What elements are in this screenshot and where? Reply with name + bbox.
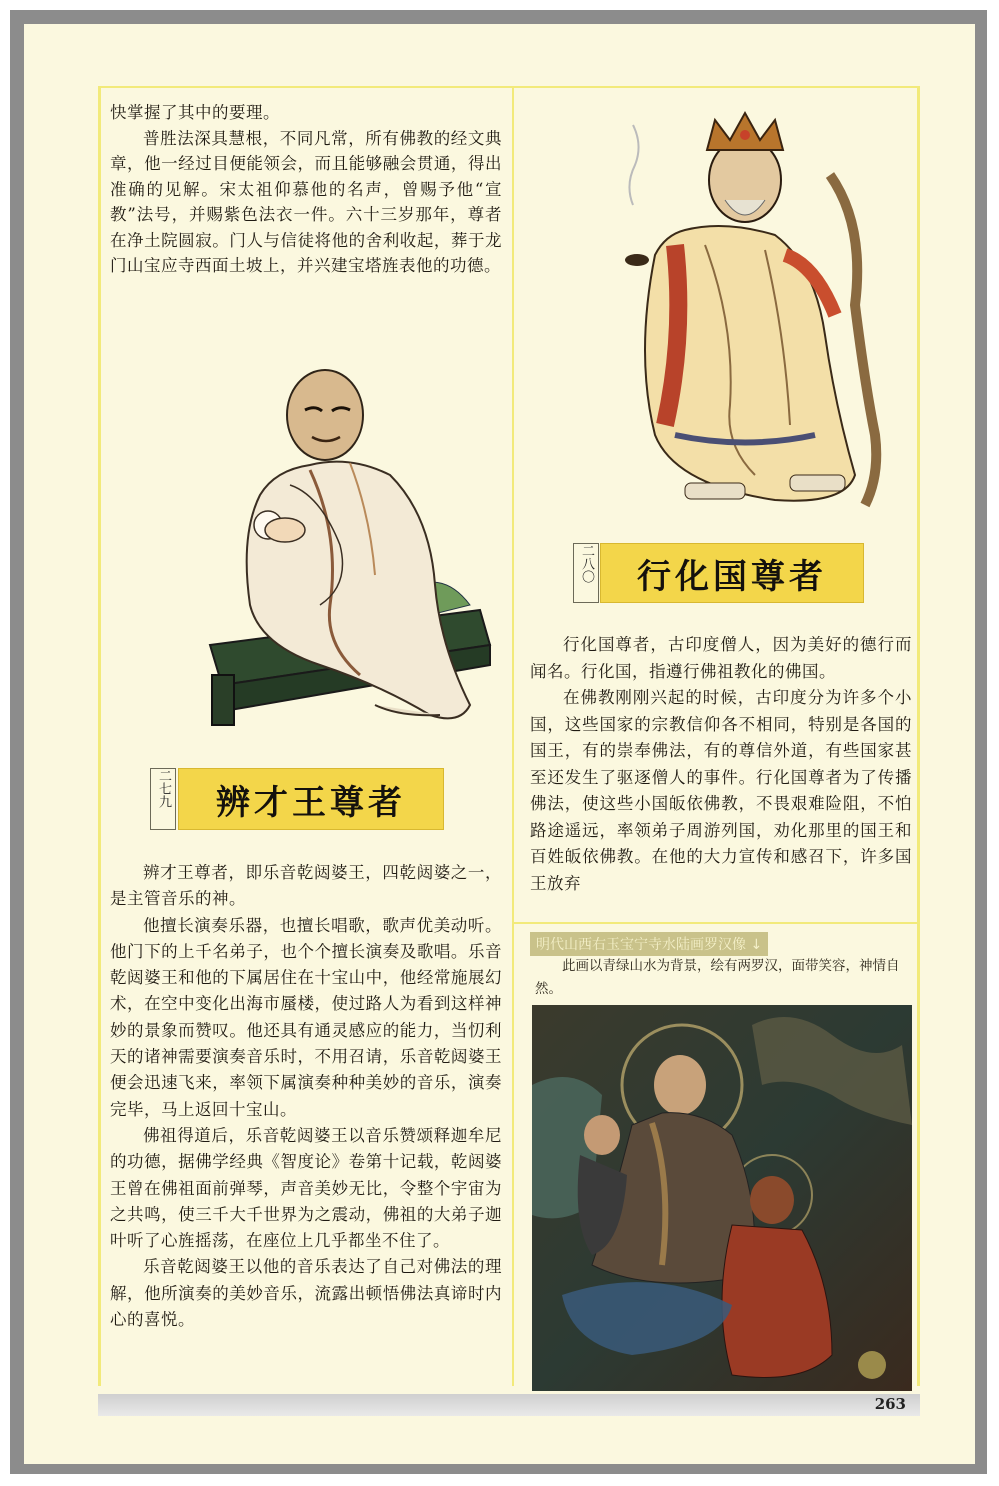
paragraph: 在佛教刚刚兴起的时候，古印度分为许多个小国，这些国家的宗教信仰各不相同，特别是各国的国王，有的崇奉佛法，有的尊信外道，有些国家甚至还发生了驱逐僧人的事件。行化国尊者为了传播佛法，使这些小国皈依佛教，不畏艰难险阻，不怕路途遥远，率领弟子周游列国，劝化那里的国王和百姓皈依佛教。在他的大力宣传和感召下，许多国王放弃 (530, 688, 912, 893)
left-top-text (110, 100, 502, 279)
paragraph: 乐音乾闼婆王以他的音乐表达了自己对佛法的理解，他所演奏的美妙音乐，流露出顿悟佛法真谛时内心的喜悦。 (110, 1257, 502, 1330)
section-number-279: 二七九 (150, 768, 176, 830)
top-rule (98, 86, 920, 88)
arhat-illustration-crowned-elder (615, 105, 905, 515)
column-rule-middle (512, 86, 514, 1386)
caption-rule (514, 922, 918, 924)
column-rule-left (98, 86, 101, 1386)
paragraph: 辨才王尊者，即乐音乾闼婆王，四乾闼婆之一，是主管音乐的神。 (110, 863, 502, 909)
paragraph: 他擅长演奏乐器，也擅长唱歌，歌声优美动听。他门下的上千名弟子，也个个擅长演奏及歌唱。乐音乾闼婆王和他的下属居住在十宝山中，他经常施展幻术，在空中变化出海市蜃楼，使过路人为看到这样神妙的景象而赞叹。他还具有通灵感应的能力，当忉利天的诸神需要演奏音乐时，不用召请，乐音乾闼婆王便会迅速飞来，率领下属演奏种种美妙的音乐，演奏完毕，马上返回十宝山。 (110, 915, 502, 1119)
paragraph: 普胜法深具慧根，不同凡常，所有佛教的经文典章，他一经过目便能领会，而且能够融会贯通，得出准确的见解。宋太祖仰慕他的名声，曾赐予他“宣教”法号，并赐紫色法衣一件。六十三岁那年，尊者在净土院圆寂。门人与信徒将他的舍利收起，葬于龙门山宝应寺西面土坡上，并兴建宝塔旌表他的功德。 (110, 128, 502, 275)
left-body-text (110, 860, 502, 1333)
paragraph: 行化国尊者，古印度僧人，因为美好的德行而闻名。行化国，指遵行佛祖教化的佛国。 (530, 635, 912, 681)
luohan-painting (532, 1005, 912, 1391)
arhat-illustration-seated-monk (200, 345, 500, 735)
page-number: 263 (874, 1395, 906, 1413)
paragraph: 佛祖得道后，乐音乾闼婆王以音乐赞颂释迦牟尼的功德，据佛学经典《智度论》卷第十记载，乾闼婆王曾在佛祖面前弹琴，声音美妙无比，令整个宇宙为之共鸣，使三千大千世界为之震动，佛祖的大弟子迦叶听了心旌摇荡，在座位上几乎都坐不住了。 (110, 1125, 502, 1251)
right-body-text (530, 632, 912, 897)
caption-title: 明代山西右玉宝宁寺水陆画罗汉像 ↓ (530, 932, 768, 956)
paragraph: 快掌握了其中的要理。 (110, 103, 280, 122)
section-number-280: 二八〇 (573, 543, 599, 603)
caption-text: 此画以青绿山水为背景，绘有两罗汉，面带笑容，神情自然。 (535, 958, 900, 997)
section-title-279: 辨才王尊者 (178, 768, 444, 830)
page-footer (98, 1394, 920, 1416)
section-title-280: 行化国尊者 (600, 543, 864, 603)
column-rule-right (917, 86, 920, 1386)
